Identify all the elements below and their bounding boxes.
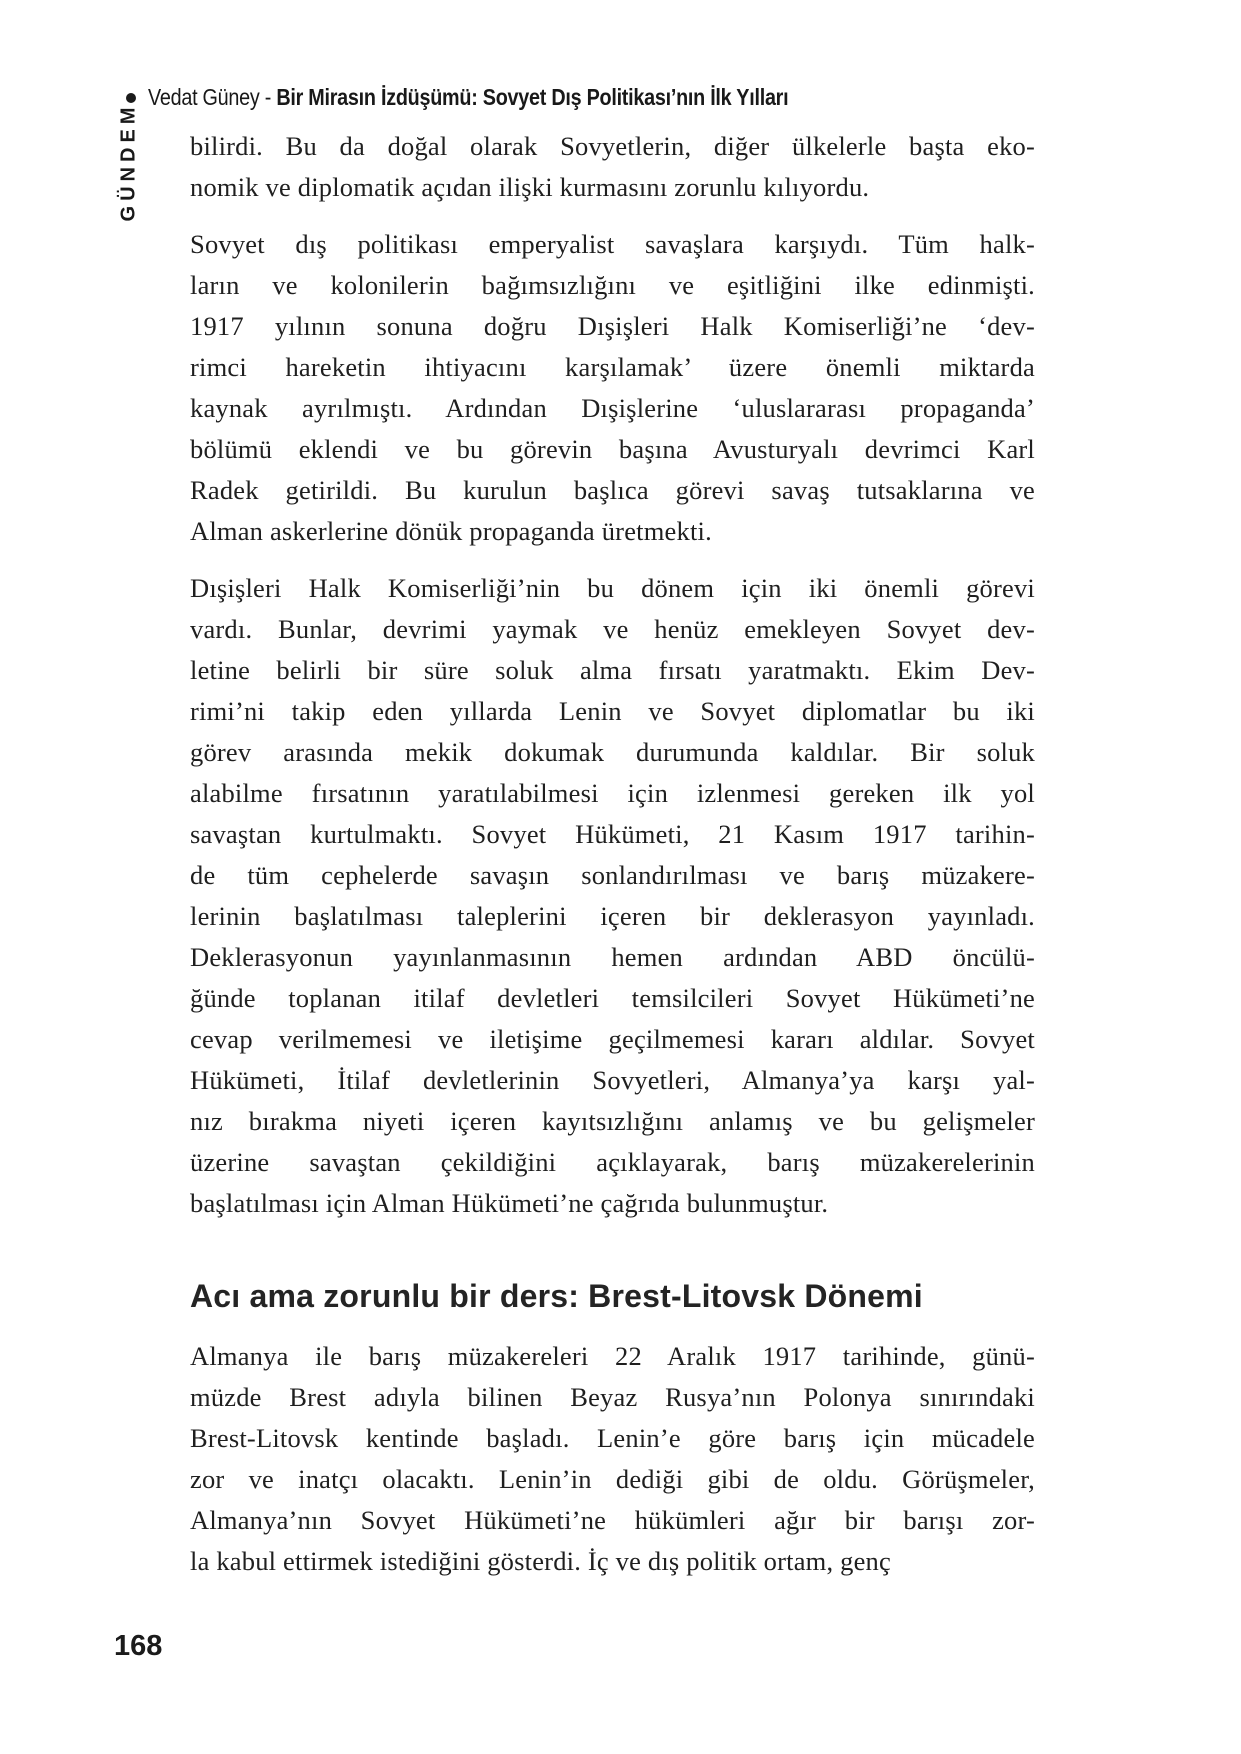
text-line: başlatılması için Alman Hükümeti’ne çağrıda bulunmuştur.	[190, 1188, 829, 1218]
text-line: 1917 yılının sonuna doğru Dışişleri Halk Komiserliği’ne ‘dev-	[190, 311, 1035, 341]
text-line: rimi’ni takip eden yıllarda Lenin ve Sovyet diplomatlar bu iki	[190, 696, 1035, 726]
text-line: Hükümeti, İtilaf devletlerinin Sovyetleri, Almanya’ya karşı yal-	[190, 1065, 1035, 1095]
text-line: cevap verilmemesi ve iletişime geçilmemesi kararı aldılar. Sovyet	[190, 1024, 1035, 1054]
text-line: Alman askerlerine dönük propaganda üretmekti.	[190, 516, 712, 546]
page-number: 168	[114, 1630, 163, 1662]
text-line: ların ve kolonilerin bağımsızlığını ve eşitliğini ilke edinmişti.	[190, 270, 1035, 300]
paragraph-4	[190, 1336, 1035, 1582]
text-line: Dışişleri Halk Komiserliği’nin bu dönem için iki önemli görevi	[190, 573, 1035, 603]
text-line: Almanya’nın Sovyet Hükümeti’ne hükümleri ağır bir barışı zor-	[190, 1505, 1035, 1535]
paragraph-3	[190, 568, 1035, 1224]
paragraph-1	[190, 126, 1035, 208]
book-title: Bir Mirasın İzdüşümü: Sovyet Dış Politikası’nın İlk Yılları	[276, 84, 789, 110]
paragraph-2	[190, 224, 1035, 552]
text-line: nomik ve diplomatik açıdan ilişki kurmasını zorunlu kılıyordu.	[190, 172, 870, 202]
text-line: Radek getirildi. Bu kurulun başlıca görevi savaş tutsaklarına ve	[190, 475, 1035, 505]
running-header-text	[148, 84, 788, 111]
running-header	[126, 84, 893, 111]
text-line: kaynak ayrılmıştı. Ardından Dışişlerine ‘uluslararası propaganda’	[190, 393, 1035, 423]
text-line: zor ve inatçı olacaktı. Lenin’in dediği gibi de oldu. Görüşmeler,	[190, 1464, 1035, 1494]
text-line: Almanya ile barış müzakereleri 22 Aralık 1917 tarihinde, günü-	[190, 1341, 1035, 1371]
text-line: la kabul ettirmek istediğini gösterdi. İç ve dış politik ortam, genç	[190, 1546, 891, 1576]
text-line: letine belirli bir süre soluk alma fırsatı yaratmaktı. Ekim Dev-	[190, 655, 1035, 685]
text-line: Deklerasyonun yayınlanmasının hemen ardından ABD öncülü-	[190, 942, 1035, 972]
text-line: Sovyet dış politikası emperyalist savaşlara karşıydı. Tüm halk-	[190, 229, 1035, 259]
text-line: rimci hareketin ihtiyacını karşılamak’ üzere önemli miktarda	[190, 352, 1035, 382]
margin-section-label: GÜNDEM	[117, 102, 140, 222]
text-line: alabilme fırsatının yaratılabilmesi için izlenmesi gereken ilk yol	[190, 778, 1035, 808]
text-line: bilirdi. Bu da doğal olarak Sovyetlerin, diğer ülkelerle başta eko-	[190, 131, 1035, 161]
author-name: Vedat Güney -	[148, 84, 277, 110]
text-line: bölümü eklendi ve bu görevin başına Avusturyalı devrimci Karl	[190, 434, 1035, 464]
text-line: de tüm cephelerde savaşın sonlandırılması ve barış müzakere-	[190, 860, 1035, 890]
section-heading: Acı ama zorunlu bir ders: Brest-Litovsk Dönemi	[190, 1278, 923, 1314]
text-line: üzerine savaştan çekildiğini açıklayarak, barış müzakerelerinin	[190, 1147, 1035, 1177]
text-line: müzde Brest adıyla bilinen Beyaz Rusya’nın Polonya sınırındaki	[190, 1382, 1035, 1412]
bullet-icon	[126, 93, 136, 103]
text-line: vardı. Bunlar, devrimi yaymak ve henüz emekleyen Sovyet dev-	[190, 614, 1035, 644]
text-line: görev arasında mekik dokumak durumunda kaldılar. Bir soluk	[190, 737, 1035, 767]
text-line: Brest-Litovsk kentinde başladı. Lenin’e göre barış için mücadele	[190, 1423, 1035, 1453]
text-column	[190, 126, 1035, 1598]
text-line: lerinin başlatılması taleplerini içeren bir deklerasyon yayınladı.	[190, 901, 1035, 931]
text-line: ğünde toplanan itilaf devletleri temsilcileri Sovyet Hükümeti’ne	[190, 983, 1035, 1013]
text-line: savaştan kurtulmaktı. Sovyet Hükümeti, 21 Kasım 1917 tarihin-	[190, 819, 1035, 849]
text-line: nız bırakma niyeti içeren kayıtsızlığını anlamış ve bu gelişmeler	[190, 1106, 1035, 1136]
